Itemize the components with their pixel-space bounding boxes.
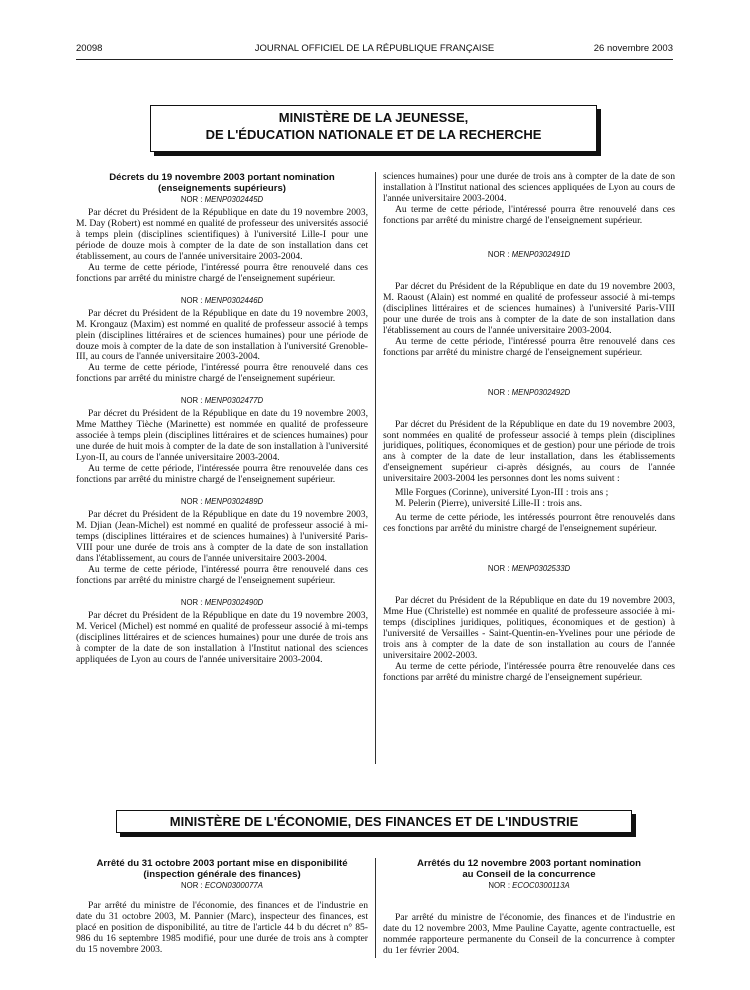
nor-reference [76, 395, 368, 406]
nor-reference [76, 880, 368, 891]
issue-date: 26 novembre 2003 [593, 43, 673, 54]
column-right-bottom [383, 858, 675, 957]
section-title-line2: au Conseil de la concurrence [462, 869, 596, 880]
nor-label: NOR : [488, 881, 513, 890]
ministry-heading-line2: DE L'ÉDUCATION NATIONALE ET DE LA RECHERCHE [205, 127, 542, 142]
nor-label: NOR : [180, 497, 205, 507]
nor-code: ECOC0300113A [512, 881, 570, 890]
nor-code: MENP0302492D [511, 387, 571, 397]
nor-reference [383, 249, 675, 260]
decree-paragraph: Par décret du Président de la République en date du 19 novembre 2003, M. Krongauz (Maxim) est nommé en qualité de professeur associé à temps plein (disciplines littéraires et de sciences humaines) pour une période de douze mois à compter de la date de son installation à l'université Grenoble-III, au cours de l'année universitaire 2003-2004. [76, 307, 368, 363]
nor-code: ECON0300077A [204, 881, 263, 890]
nor-reference [76, 496, 368, 507]
nor-label: NOR : [180, 396, 205, 406]
decree-continuation-visible: sciences humaines) pour une durée de trois ans à compter de la date de son installation à l'Institut national des sciences appliquées de Lyon au cours de l'année universitaire 2003-2004. [383, 171, 675, 204]
section-title-line2: (inspection générale des finances) [143, 869, 301, 880]
decree-paragraph: Par décret du Président de la République en date du 19 novembre 2003, M. Raoust (Alain) est nommé en qualité de professeur associé à mi-temps (disciplines littéraires et de sciences humaines) à l'université Paris-VIII pour une durée de trois ans à compter de la date de son installation dans l'établissement au cours de l'année universitaire 2003-2004. [383, 280, 675, 336]
renewal-paragraph: Au terme de cette période, l'intéressé pourra être renouvelé dans ces fonctions par arrêté du ministre chargé de l'enseignement supérieur. [76, 563, 368, 586]
decree-paragraph: Par décret du Président de la République en date du 19 novembre 2003, M. Vericel (Michel) est nommé en qualité de professeur associé à mi-temps (disciplines littéraires et de sciences humaines) pour une durée de trois ans à compter de la date de son installation à l'Institut national des sciences appliquées de Lyon au cours de l'année universitaire 2003-2004. [76, 609, 368, 665]
renewal-paragraph: Au terme de cette période, l'intéressé pourra être renouvelé dans ces fonctions par arrêté du ministre chargé de l'enseignement supérieur. [76, 261, 368, 284]
appointee-item: M. Pelerin (Pierre), université Lille-II : trois ans. [395, 498, 583, 510]
nor-label: NOR : [180, 195, 205, 204]
column-left-bottom [76, 858, 368, 956]
renewal-paragraph: Au terme de cette période, l'intéressée pourra être renouvelée dans ces fonctions par arrêté du ministre chargé de l'enseignement supérieur. [383, 660, 675, 683]
page-number: 20098 [76, 43, 103, 54]
nor-label: NOR : [180, 295, 205, 305]
running-header [76, 43, 673, 59]
section-title [383, 858, 675, 880]
renewal-paragraph: Au terme de cette période, l'intéressée pourra être renouvelée dans ces fonctions par arrêté du ministre chargé de l'enseignement supérieur. [76, 463, 368, 486]
nor-code: MENP0302489D [204, 497, 264, 507]
section-title-line1: Arrêté du 31 octobre 2003 portant mise en disponibilité [96, 858, 348, 869]
nor-reference [76, 597, 368, 608]
decree-paragraph: Par décret du Président de la République en date du 19 novembre 2003, M. Djian (Jean-Michel) est nommé en qualité de professeur associé à mi-temps (disciplines littéraires et de sciences humaines) à l'université Paris-VIII pour une durée de trois ans à compter de la date de son installation dans l'établissement, au cours de l'année universitaire 2003-2004. [76, 509, 368, 564]
nor-reference [383, 563, 675, 574]
nor-reference [76, 194, 368, 205]
decree-paragraph: Par décret du Président de la République en date du 19 novembre 2003, sont nommées en qualité de professeur associé à temps plein (disciplines juridiques, politiques, économiques et de gestion) pour une période de trois ans à compter de la date de leur installation, dans les établissements d'enseignement supérieur ci-après désignés, au cours de l'année universitaire 2003-2004 les personnes dont les noms suivent : [383, 418, 675, 485]
nor-label: NOR : [181, 881, 205, 890]
nor-reference [76, 295, 368, 306]
header-rule [76, 59, 673, 60]
decree-paragraph: Par arrêté du ministre de l'économie, des finances et de l'industrie en date du 12 novembre 2003, Mme Pauline Cayatte, agente contractuelle, est nommée rapporteure permanente du Conseil de la concurrence à compter du 1er février 2004. [383, 912, 675, 956]
section-title-line1: Décrets du 19 novembre 2003 portant nomination [109, 172, 335, 183]
column-divider [375, 172, 376, 764]
nor-code: MENP0302533D [511, 564, 571, 574]
column-divider [375, 858, 376, 958]
renewal-paragraph: Au terme de cette période, les intéressés pourront être renouvelés dans ces fonctions par arrêté du ministre chargé de l'enseignement supérieur. [383, 512, 675, 535]
nor-code: MENP0302491D [511, 249, 571, 259]
decree-paragraph: Par décret du Président de la République en date du 19 novembre 2003, M. Day (Robert) est nommé en qualité de professeur des universités associé à temps plein (disciplines scientifiques) à l'université Lille-I pour une période de douze mois à compter de la date de son installation dans cet établissement, au cours de l'année universitaire 2003-2004. [76, 207, 368, 262]
renewal-paragraph: Au terme de cette période, l'intéressé pourra être renouvelé dans ces fonctions par arrêté du ministre chargé de l'enseignement supérieur. [383, 335, 675, 358]
ministry-heading-economy: MINISTÈRE DE L'ÉCONOMIE, DES FINANCES ET DE L'INDUSTRIE [116, 810, 632, 833]
nor-label: NOR : [180, 597, 205, 607]
ministry-heading-education [150, 105, 597, 152]
section-title-line1: Arrêtés du 12 novembre 2003 portant nomination [417, 858, 641, 869]
appointee-item: Mlle Forgues (Corinne), université Lyon-III : trois ans ; [395, 487, 609, 499]
ministry-heading-line1: MINISTÈRE DE LA JEUNESSE, [278, 110, 469, 125]
nor-code: MENP0302490D [204, 597, 264, 607]
nor-label: NOR : [487, 564, 512, 574]
nor-label: NOR : [487, 249, 512, 259]
decree-continuation [383, 172, 675, 205]
section-title-line2: (enseignements supérieurs) [158, 183, 286, 194]
decree-paragraph: Par arrêté du ministre de l'économie, des finances et de l'industrie en date du 31 octobre 2003, M. Pannier (Marc), inspecteur des finances, est placé en position de disponibilité, au titre de l'article 44 b du décret n° 85-986 du 16 septembre 1985 modifié, pour une durée de trois ans à compter du 15 novembre 2003. [76, 900, 368, 955]
column-left [76, 172, 368, 665]
section-title [76, 858, 368, 880]
decree-paragraph: Par décret du Président de la République en date du 19 novembre 2003, Mme Matthey Tièche (Marinette) est nommée en qualité de professeure associée à temps plein (disciplines littéraires et de sciences humaines) pour une durée de huit mois à compter de la date de son installation à l'université Lyon-II, au cours de l'année universitaire 2003-2004. [76, 408, 368, 464]
nor-reference [383, 387, 675, 398]
nor-label: NOR : [487, 387, 512, 397]
section-title [76, 172, 368, 194]
nor-code: MENP0302446D [204, 295, 264, 305]
column-right [383, 172, 675, 684]
renewal-paragraph: Au terme de cette période, l'intéressé pourra être renouvelé dans ces fonctions par arrêté du ministre chargé de l'enseignement supérieur. [76, 362, 368, 385]
nor-code: MENP0302445D [204, 195, 264, 204]
renewal-paragraph: Au terme de cette période, l'intéressé pourra être renouvelé dans ces fonctions par arrêté du ministre chargé de l'enseignement supérieur. [383, 204, 675, 226]
journal-title: JOURNAL OFFICIEL DE LA RÉPUBLIQUE FRANÇAISE [254, 43, 495, 54]
nor-code: MENP0302477D [204, 396, 264, 406]
decree-paragraph: Par décret du Président de la République en date du 19 novembre 2003, Mme Hue (Christelle) est nommée en qualité de professeure associée à mi-temps (disciplines juridiques, politiques, économiques et de gestion) à l'université de Versailles - Saint-Quentin-en-Yvelines pour une période de trois ans à compter de la date de son installation au cours de l'année universitaire 2002-2003. [383, 595, 675, 661]
nor-reference [383, 880, 675, 891]
